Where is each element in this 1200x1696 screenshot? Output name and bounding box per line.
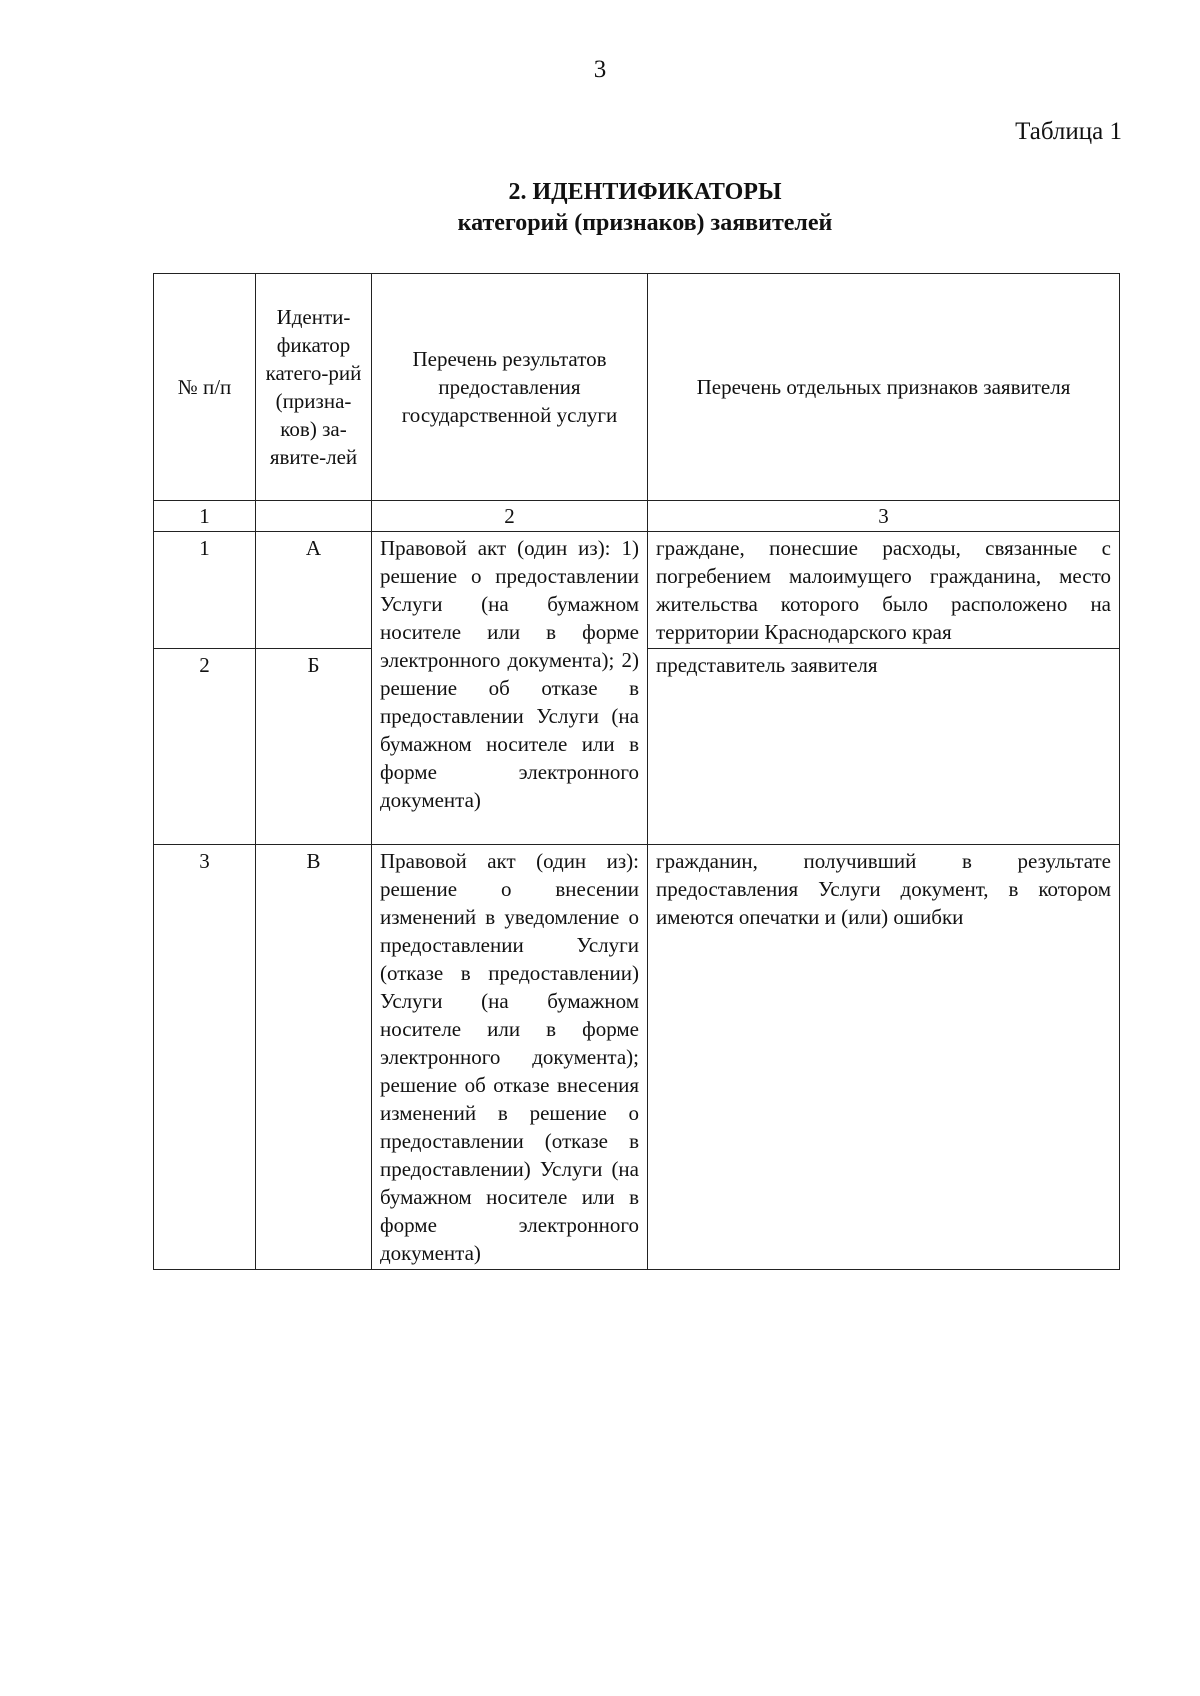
row-identifier: Б — [256, 649, 372, 845]
table-label: Таблица 1 — [1015, 118, 1122, 145]
title-line-1: 2. ИДЕНТИФИКАТОРЫ — [508, 179, 782, 205]
document-title — [0, 177, 1200, 239]
column-number-empty — [256, 501, 372, 532]
row-result: Правовой акт (один из): 1) решение о предоставлении Услуги (на бумажном носителе или в форме электронного документа); 2) решение об отказе в предоставлении Услуги (на бумажном носителе или в форме электронного документа) — [372, 532, 648, 845]
column-number-1: 1 — [154, 501, 256, 532]
row-result: Правовой акт (один из): решение о внесении изменений в уведомление о предоставлении Услуги (отказе в предоставлении) Услуги (на бумажном носителе или в форме электронного документа); решение об отказе внесения изменений в решение о предоставлении (отказе в предоставлении) Услуги (на бумажном носителе или в форме электронного документа) — [372, 845, 648, 1270]
column-number-2: 2 — [372, 501, 648, 532]
row-number: 2 — [154, 649, 256, 845]
table-row — [154, 845, 1120, 1270]
header-signs: Перечень отдельных признаков заявителя — [648, 274, 1120, 501]
column-number-row — [154, 501, 1120, 532]
row-sign: гражданин, получивший в результате предоставления Услуги документ, в котором имеются опечатки и (или) ошибки — [648, 845, 1120, 1270]
title-line-2: категорий (признаков) заявителей — [457, 210, 833, 236]
header-number: № п/п — [154, 274, 256, 501]
row-identifier: А — [256, 532, 372, 649]
row-number: 3 — [154, 845, 256, 1270]
row-number: 1 — [154, 532, 256, 649]
column-number-3: 3 — [648, 501, 1120, 532]
header-identifier: Иденти-фикатор катего-рий (призна-ков) за-явите-лей — [256, 274, 372, 501]
table-header-row — [154, 274, 1120, 501]
table-row — [154, 532, 1120, 649]
identifiers-table — [153, 273, 1120, 1270]
header-results: Перечень результатов предоставления государственной услуги — [372, 274, 648, 501]
row-identifier: В — [256, 845, 372, 1270]
row-sign: представитель заявителя — [648, 649, 1120, 845]
page-number: 3 — [593, 56, 607, 83]
row-sign: граждане, понесшие расходы, связанные с погребением малоимущего гражданина, место жительства которого было расположено на территории Краснодарского края — [648, 532, 1120, 649]
